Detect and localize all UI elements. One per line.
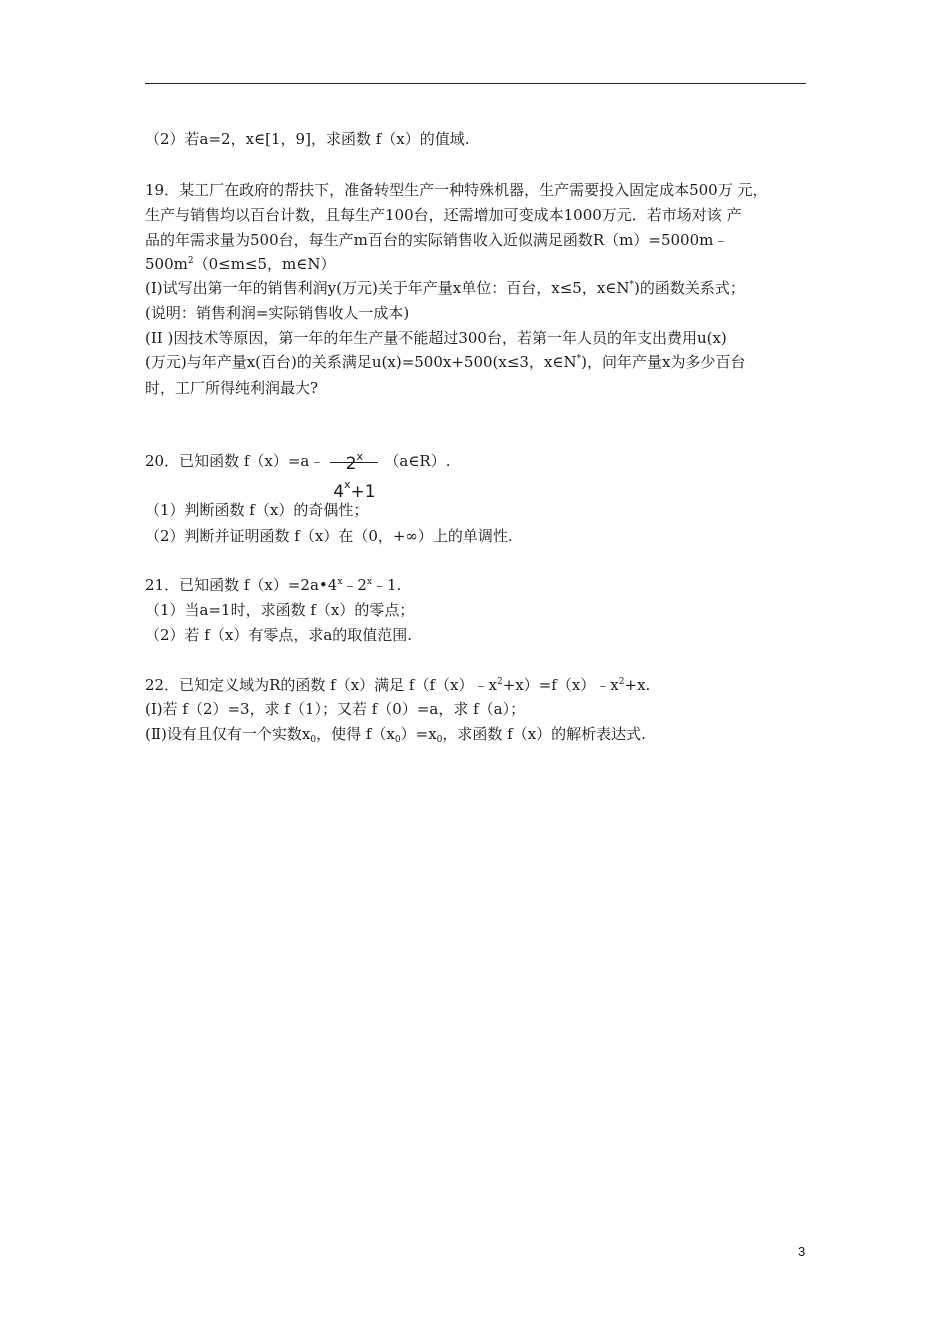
- q19-line4: $500m^2(0\le m\le 5$，m∈N）: [145, 255, 336, 273]
- q19-part2-line2: (万元)与年产量x(百台)的关系满足u(x)=500x+500(x≤3，x∈N*)，问年产量x为多少百台: [145, 353, 746, 371]
- q21-stem: 21．已知函数 $f(x)=2a•4^x﹣2^x﹣1$.: [145, 576, 402, 594]
- q20-part2: （2）判断并证明函数 f（x）在（0，+∞）上的单调性.: [145, 527, 513, 545]
- q20-stem: 20．已知函数 f（x）=a﹣ 2$^x$ $4^x+1$ （a∈R）.: [145, 434, 451, 488]
- q18-part2: （2）若a=2，x∈[1，9]，求函数 f（x）的值域.: [145, 130, 470, 148]
- q22-part1: (I)若 f（2）=3，求 f（1）；又若 f（0）=a，求 f（a）；: [145, 700, 526, 718]
- page-number: 3: [798, 1244, 806, 1259]
- q19-part2-line1: (II )因技术等原因，第一年的年生产量不能超过300台，若第一年人员的年支出费用u(x): [145, 329, 727, 347]
- q22-stem: 22．已知定义域为R的函数 f（x）满足 $f(f(x)﹣x^2+x)=f(x)﹣x^2+x$.: [145, 676, 651, 694]
- q21-part2: （2）若 f（x）有零点，求a的取值范围.: [145, 626, 413, 644]
- q20-fraction: 2$^x$ $4^x+1$: [328, 435, 380, 489]
- q19-part1: (I)试写出第一年的销售利润y(万元)关于年产量x单位：百台，x≤5，x∈N*)的函数关系式；: [145, 279, 745, 297]
- q20-part1: （1）判断函数 f（x）的奇偶性；: [145, 501, 369, 519]
- q19-part2-line3: 时，工厂所得纯利润最大?: [145, 379, 319, 397]
- q19-line1: 19．某工厂在政府的帮扶下，准备转型生产一种特殊机器，生产需要投入固定成本500万 元，: [145, 181, 768, 199]
- q19-line2: 生产与销售均以百台计数，且每生产100台，还需增加可变成本1000万元．若市场对该 产: [145, 206, 742, 224]
- q19-note: (说明：销售利润=实际销售收人一成本): [145, 304, 410, 322]
- q19-line3: 品的年需求量为500台，每生产m百台的实际销售收入近似满足函数R（m）=5000m﹣: [145, 231, 729, 249]
- header-rule: [145, 83, 806, 84]
- q22-part2: (Ⅱ)设有且仅有一个实数$x_0$，使得 $f(x_0)=x_0$，求函数 f（x）的解析表达式.: [145, 725, 646, 745]
- q21-part1: （1）当a=1时，求函数 f（x）的零点；: [145, 601, 415, 619]
